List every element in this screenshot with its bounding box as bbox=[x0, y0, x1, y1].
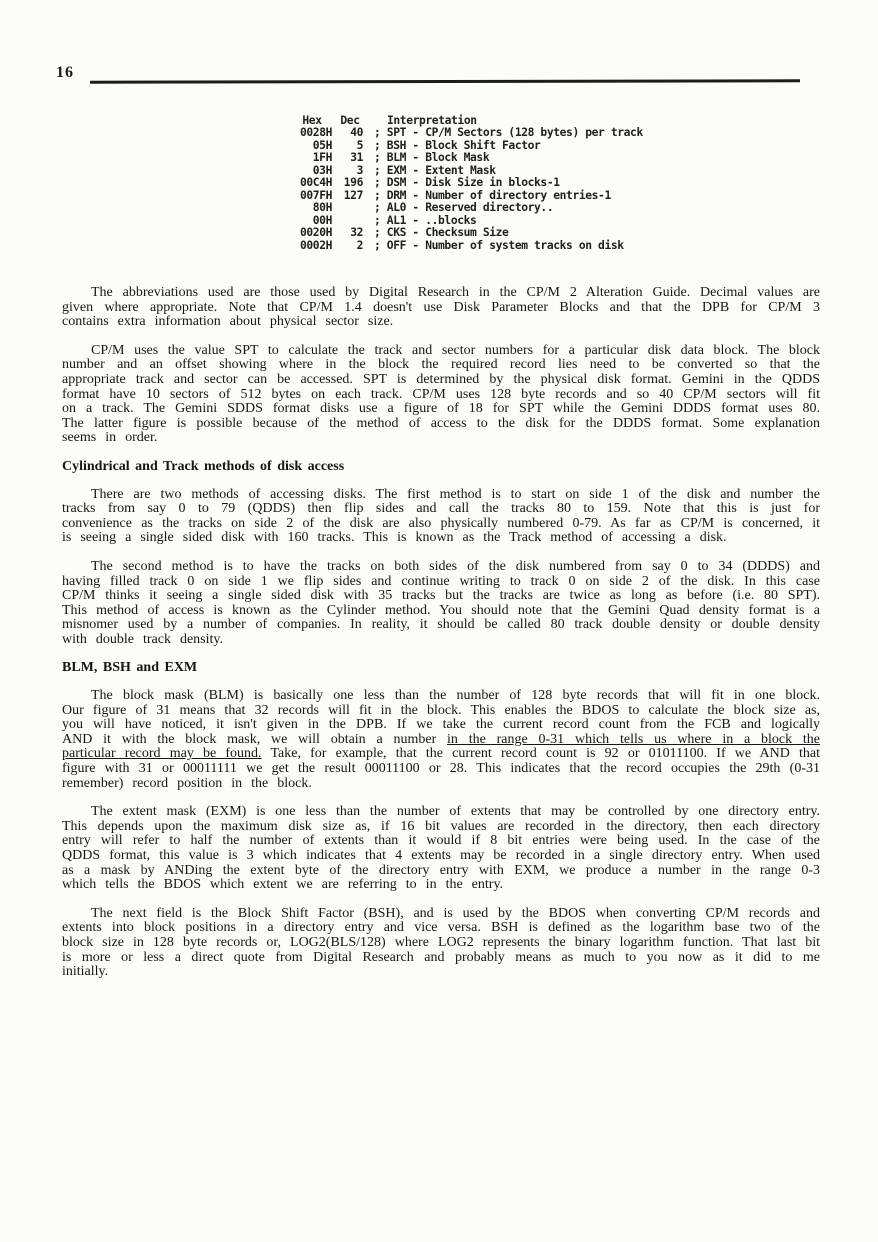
column-header-hex: Hex bbox=[302, 114, 322, 127]
paragraph-extent-mask: The extent mask (EXM) is one less than the number of extents that may be controlled by one directory entry. This depends upon the maximum disk size as, if 16 bit values are recorded in the directory, then each directory entry will refer to half the number of extents than it would if 8 bit entries were being used. In the case of the QDDS format, this value is 3 which indicates that 4 extents may be recorded in a single directory entry. When used as a mask by ANDing the extent byte of the directory entry with EXM, we produce a number in the range 0-3 which tells the BDOS which extent we are referring to in the entry. bbox=[62, 804, 820, 893]
cell-dec: 3 bbox=[356, 163, 363, 177]
cell-interpretation: ; OFF - Number of system tracks on disk bbox=[374, 238, 624, 252]
paragraph-abbreviations: The abbreviations used are those used by Digital Research in the CP/M 2 Alteration Guide. Decimal values are given where appropriate. Note that CP/M 1.4 doesn't use Disk Parameter Blocks and that the DPB for CP/M 3 contains extra information about physical sector size. bbox=[62, 285, 820, 330]
paragraph-track-method: There are two methods of accessing disks. The first method is to start on side 1 of the disk and number the tracks from say 0 to 79 (QDDS) then flip sides and call the tracks 80 to 159. Note that this is just for convenience as the tracks on side 2 of the disk are also physically numbered 0-79. As far as CP/M is concerned, it is seeing a single sided disk with 160 tracks. This is known as the Track method of accessing a disk. bbox=[62, 486, 820, 546]
cell-hex: 80H bbox=[312, 201, 332, 215]
cell-hex: 007FH bbox=[299, 188, 332, 202]
cell-interpretation: ; EXM - Extent Mask bbox=[374, 163, 496, 177]
cell-dec: 40 bbox=[350, 126, 363, 140]
heading-cylindrical-track-methods: Cylindrical and Track methods of disk access bbox=[62, 458, 345, 474]
cell-hex: 00C4H bbox=[299, 176, 332, 190]
cell-interpretation: ; SPT - CP/M Sectors (128 bytes) per track bbox=[374, 126, 643, 140]
cell-hex: 00H bbox=[312, 213, 332, 227]
cell-interpretation: ; CKS - Checksum Size bbox=[374, 226, 509, 240]
table-row bbox=[292, 240, 643, 252]
document-body bbox=[62, 286, 820, 994]
cell-dec: 32 bbox=[350, 226, 363, 240]
column-header-dec: Dec bbox=[340, 114, 360, 127]
page-number: 16 bbox=[56, 64, 74, 81]
cell-hex: 1FH bbox=[312, 151, 332, 165]
cell-dec: 196 bbox=[343, 176, 363, 190]
header-rule bbox=[90, 79, 800, 83]
cell-hex: 0002H bbox=[299, 238, 332, 252]
cell-interpretation: ; AL0 - Reserved directory.. bbox=[374, 201, 554, 215]
heading-blm-bsh-exm: BLM, BSH and EXM bbox=[62, 660, 198, 676]
paragraph-block-mask bbox=[62, 689, 820, 791]
table-row bbox=[292, 227, 643, 239]
block-mask-text-after: Take, for example, that the current record count is 92 or 01011100. If we AND that figure with 31 or 00011111 we get the result 00011100 or 28. This indicates that the record occupies the 29th (0-31 remember) record position in the block. bbox=[62, 746, 820, 791]
cell-dec: 127 bbox=[343, 188, 363, 202]
paragraph-block-shift-factor: The next field is the Block Shift Factor (BSH), and is used by the BDOS when converting CP/M records and extents into block positions in a directory entry and vice versa. BSH is defined as the logarithm base two of the block size in 128 byte records or, LOG2(BLS/128) where LOG2 represents the binary logarithm function. That last bit is more or less a direct quote from Digital Research and probably means as much to you now as it did to me initially. bbox=[62, 905, 820, 980]
cell-hex: 05H bbox=[312, 138, 332, 152]
cell-interpretation: ; BSH - Block Shift Factor bbox=[374, 138, 541, 152]
cell-hex: 03H bbox=[312, 163, 332, 177]
block-mask-text-before: The block mask (BLM) is basically one less than the number of 128 byte records that will fit in one block. Our figure of 31 means that 32 records will fit in the block. This enables the BDOS to calculate the block size as, you will have noticed, it isn't given in the DPB. If we take the current record count from the FCB and logically AND it with the block mask, we will obtain a number bbox=[62, 688, 820, 747]
cell-dec bbox=[337, 202, 363, 214]
cell-hex: 0020H bbox=[299, 226, 332, 240]
table-row bbox=[292, 152, 643, 164]
cell-interpretation: ; DRM - Number of directory entries-1 bbox=[374, 188, 611, 202]
dpb-listing bbox=[292, 115, 643, 252]
cell-dec: 31 bbox=[350, 151, 363, 165]
cell-interpretation: ; BLM - Block Mask bbox=[374, 151, 490, 165]
cell-interpretation: ; DSM - Disk Size in blocks-1 bbox=[374, 176, 560, 190]
table-row bbox=[292, 177, 643, 189]
paragraph-cylinder-method: The second method is to have the tracks on both sides of the disk numbered from say 0 to 34 (DDDS) and having filled track 0 on side 1 we flip sides and continue writing to track 0 on side 2 of the disk. In this case CP/M thinks it seeing a single sided disk with 35 tracks but the tracks are twice as long as before (i.e. 80 SPT). This method of access is known as the Cylinder method. You should note that the Gemini Quad density format is a misnomer used by a number of companies. In reality, it should be called 80 track double density or double density with double track density. bbox=[62, 558, 820, 647]
cell-dec: 2 bbox=[356, 238, 363, 252]
table-row bbox=[292, 202, 643, 214]
paragraph-spt: CP/M uses the value SPT to calculate the track and sector numbers for a particular disk data block. The block number and an offset showing where in the block the required record lies need to be converted so that the appropriate track and sector can be accessed. SPT is determined by the physical disk format. Gemini in the QDDS format have 10 sectors of 512 bytes on each track. CP/M uses 128 byte records and so 40 CP/M sectors will fit on a track. The Gemini SDDS format disks use a figure of 18 for SPT while the Gemini DDDS format uses 80. The latter figure is possible because of the method of access to the disk for the DDDS format. Some explanation seems in order. bbox=[62, 342, 820, 446]
column-header-interpretation: Interpretation bbox=[387, 114, 477, 127]
block-mask-underlined-text: in the range 0-31 which tells us where in a block the particular record may be found. bbox=[62, 731, 820, 762]
cell-dec: 5 bbox=[356, 138, 363, 152]
cell-hex: 0028H bbox=[299, 126, 332, 140]
cell-interpretation: ; AL1 - ..blocks bbox=[374, 213, 477, 227]
